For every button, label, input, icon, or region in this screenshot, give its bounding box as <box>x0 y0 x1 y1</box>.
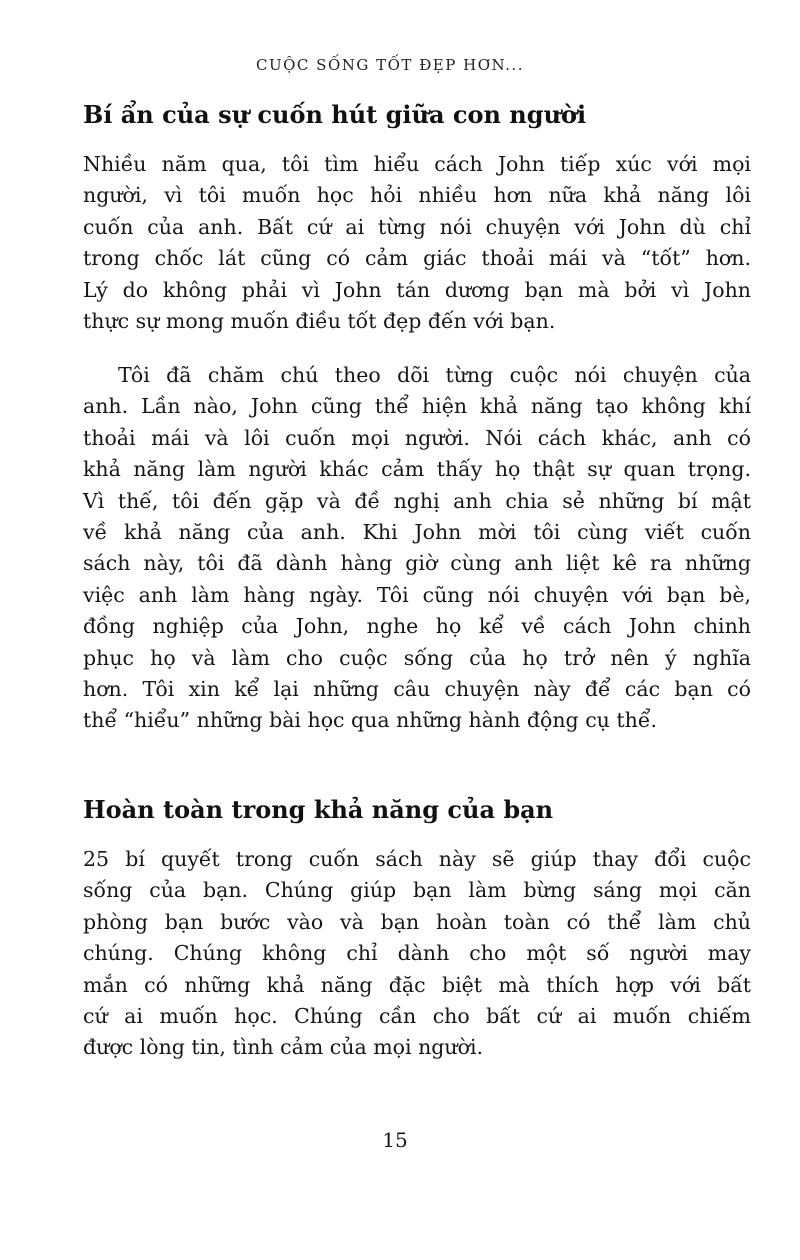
section-heading: Hoàn toàn trong khả năng của bạn <box>83 795 554 824</box>
text-line: thoải mái và lôi cuốn mọi người. Nói cách khác, anh có <box>83 425 751 450</box>
text-line: người, vì tôi muốn học hỏi nhiều hơn nữa khả năng lôi <box>83 183 751 208</box>
text-line: được lòng tin, tình cảm của mọi người. <box>83 1035 484 1060</box>
text-line: Nhiều năm qua, tôi tìm hiểu cách John tiếp xúc với mọi <box>83 152 751 176</box>
text-line: sống của bạn. Chúng giúp bạn làm bừng sáng mọi căn <box>83 878 751 903</box>
text-line: 25 bí quyết trong cuốn sách này sẽ giúp thay đổi cuộc <box>83 847 751 871</box>
text-line: Vì thế, tôi đến gặp và đề nghị anh chia sẻ những bí mật <box>83 488 751 513</box>
text-line: việc anh làm hàng ngày. Tôi cũng nói chuyện với bạn bè, <box>83 582 751 607</box>
text-line: cuốn của anh. Bất cứ ai từng nói chuyện với John dù chỉ <box>83 214 751 239</box>
running-head: CUỘC SỐNG TỐT ĐẸP HƠN... <box>256 56 524 74</box>
text-line: thực sự mong muốn điều tốt đẹp đến với bạn. <box>83 309 556 333</box>
text-line: khả năng làm người khác cảm thấy họ thật sự quan trọng. <box>83 457 751 482</box>
text-line: đồng nghiệp của John, nghe họ kể về cách John chinh <box>83 614 751 639</box>
page-number: 15 <box>382 1128 408 1152</box>
text-line: phục họ và làm cho cuộc sống của họ trở nên ý nghĩa <box>83 645 751 670</box>
text-line: Lý do không phải vì John tán dương bạn mà bởi vì John <box>83 277 751 302</box>
text-line: thể “hiểu” những bài học qua những hành động cụ thể. <box>83 708 657 733</box>
text-line: anh. Lần nào, John cũng thể hiện khả năng tạo không khí <box>83 394 751 419</box>
text-line: sách này, tôi đã dành hàng giờ cùng anh liệt kê ra những <box>83 551 751 576</box>
text-line: trong chốc lát cũng có cảm giác thoải mái và “tốt” hơn. <box>83 246 751 271</box>
text-line: Tôi đã chăm chú theo dõi từng cuộc nói chuyện của <box>118 363 751 387</box>
text-line: về khả năng của anh. Khi John mời tôi cùng viết cuốn <box>83 520 751 544</box>
text-line: phòng bạn bước vào và bạn hoàn toàn có thể làm chủ <box>83 909 751 934</box>
text-line: hơn. Tôi xin kể lại những câu chuyện này để các bạn có <box>83 677 751 701</box>
text-line: mắn có những khả năng đặc biệt mà thích hợp với bất <box>83 972 751 997</box>
section-heading: Bí ẩn của sự cuốn hút giữa con người <box>83 100 587 129</box>
text-line: cứ ai muốn học. Chúng cần cho bất cứ ai muốn chiếm <box>83 1004 751 1028</box>
text-line: chúng. Chúng không chỉ dành cho một số người may <box>83 941 751 966</box>
